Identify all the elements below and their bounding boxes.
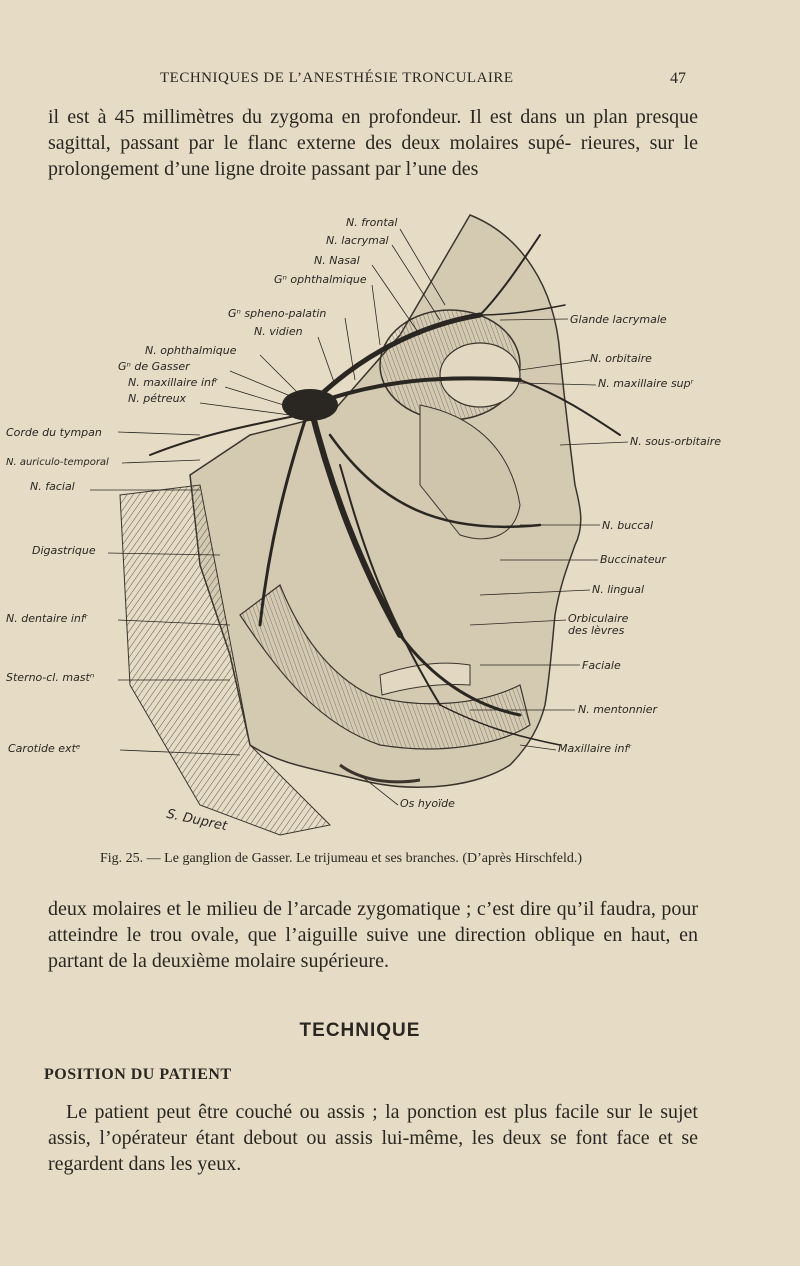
label-faciale: Faciale xyxy=(582,659,621,672)
label-n-vidien: N. vidien xyxy=(254,325,303,338)
label-sterno-cl-mast: Sterno-cl. mastⁿ xyxy=(6,671,95,684)
label-n-dentaire-inf: N. dentaire infʳ xyxy=(6,612,88,625)
label-buccinateur: Buccinateur xyxy=(600,553,666,566)
label-n-petreux: N. pétreux xyxy=(128,392,187,405)
label-n-facial: N. facial xyxy=(30,480,75,493)
label-glande-lacrymale: Glande lacrymale xyxy=(570,313,667,326)
label-n-maxillaire-sup: N. maxillaire supʳ xyxy=(598,377,694,390)
section-heading: TECHNIQUE xyxy=(299,1020,421,1041)
label-os-hyoide: Os hyoïde xyxy=(400,797,455,810)
label-g-gasser: Gⁿ de Gasser xyxy=(118,360,190,373)
paragraph-top: il est à 45 millimètres du zygoma en profondeur. Il est dans un plan presque sagittal, passant par le flanc externe des deux molaires supé- rieures, sur le prolongement d’une ligne droite passant par l’une des xyxy=(48,106,698,180)
page-number: 47 xyxy=(670,70,686,87)
label-maxillaire-inf: Maxillaire infʳ xyxy=(558,742,632,755)
label-n-nasal: N. Nasal xyxy=(314,254,360,267)
label-n-frontal: N. frontal xyxy=(346,216,398,229)
eyeball xyxy=(440,343,520,407)
label-orbiculaire-levres: Orbiculaire des lèvres xyxy=(568,612,629,637)
running-title: TECHNIQUES DE L’ANESTHÉSIE TRONCULAIRE xyxy=(160,70,514,86)
artist-signature: S. Dupret xyxy=(165,806,229,835)
label-n-ophthalmique: N. ophthalmique xyxy=(145,344,237,357)
label-n-auriculo-temporal: N. auriculo-temporal xyxy=(6,457,109,468)
anatomical-figure xyxy=(0,205,720,845)
label-n-lacrymal: N. lacrymal xyxy=(326,234,389,247)
label-n-lingual: N. lingual xyxy=(592,583,645,596)
label-n-buccal: N. buccal xyxy=(602,519,654,532)
label-n-maxillaire-inf: N. maxillaire infʳ xyxy=(128,376,218,389)
figure-caption: Fig. 25. — Le ganglion de Gasser. Le trijumeau et ses branches. (D’après Hirschfeld.) xyxy=(100,851,583,866)
label-n-orbitaire: N. orbitaire xyxy=(590,352,652,365)
label-corde-tympan: Corde du tympan xyxy=(6,426,102,439)
label-digastrique: Digastrique xyxy=(32,544,96,557)
paragraph-last: Le patient peut être couché ou assis ; la ponction est plus facile sur le sujet assis, l’opérateur étant debout ou assis lui-même, les deux se font face et se regardent dans les yeux. xyxy=(48,1101,698,1175)
subheading: POSITION DU PATIENT xyxy=(44,1066,232,1083)
label-g-spheno-palatin: Gⁿ spheno-palatin xyxy=(228,307,327,320)
label-n-mentonnier: N. mentonnier xyxy=(578,703,658,716)
label-carotide-ext: Carotide extᵉ xyxy=(8,742,81,755)
paragraph-after-figure: deux molaires et le milieu de l’arcade zygomatique ; c’est dire qu’il faudra, pour atteindre le trou ovale, que l’aiguille suive une direction oblique en haut, en partant de la deuxième molaire supérieure. xyxy=(48,898,698,972)
label-g-ophthalmique: Gⁿ ophthalmique xyxy=(274,273,367,286)
label-n-sous-orbitaire: N. sous-orbitaire xyxy=(630,435,722,448)
